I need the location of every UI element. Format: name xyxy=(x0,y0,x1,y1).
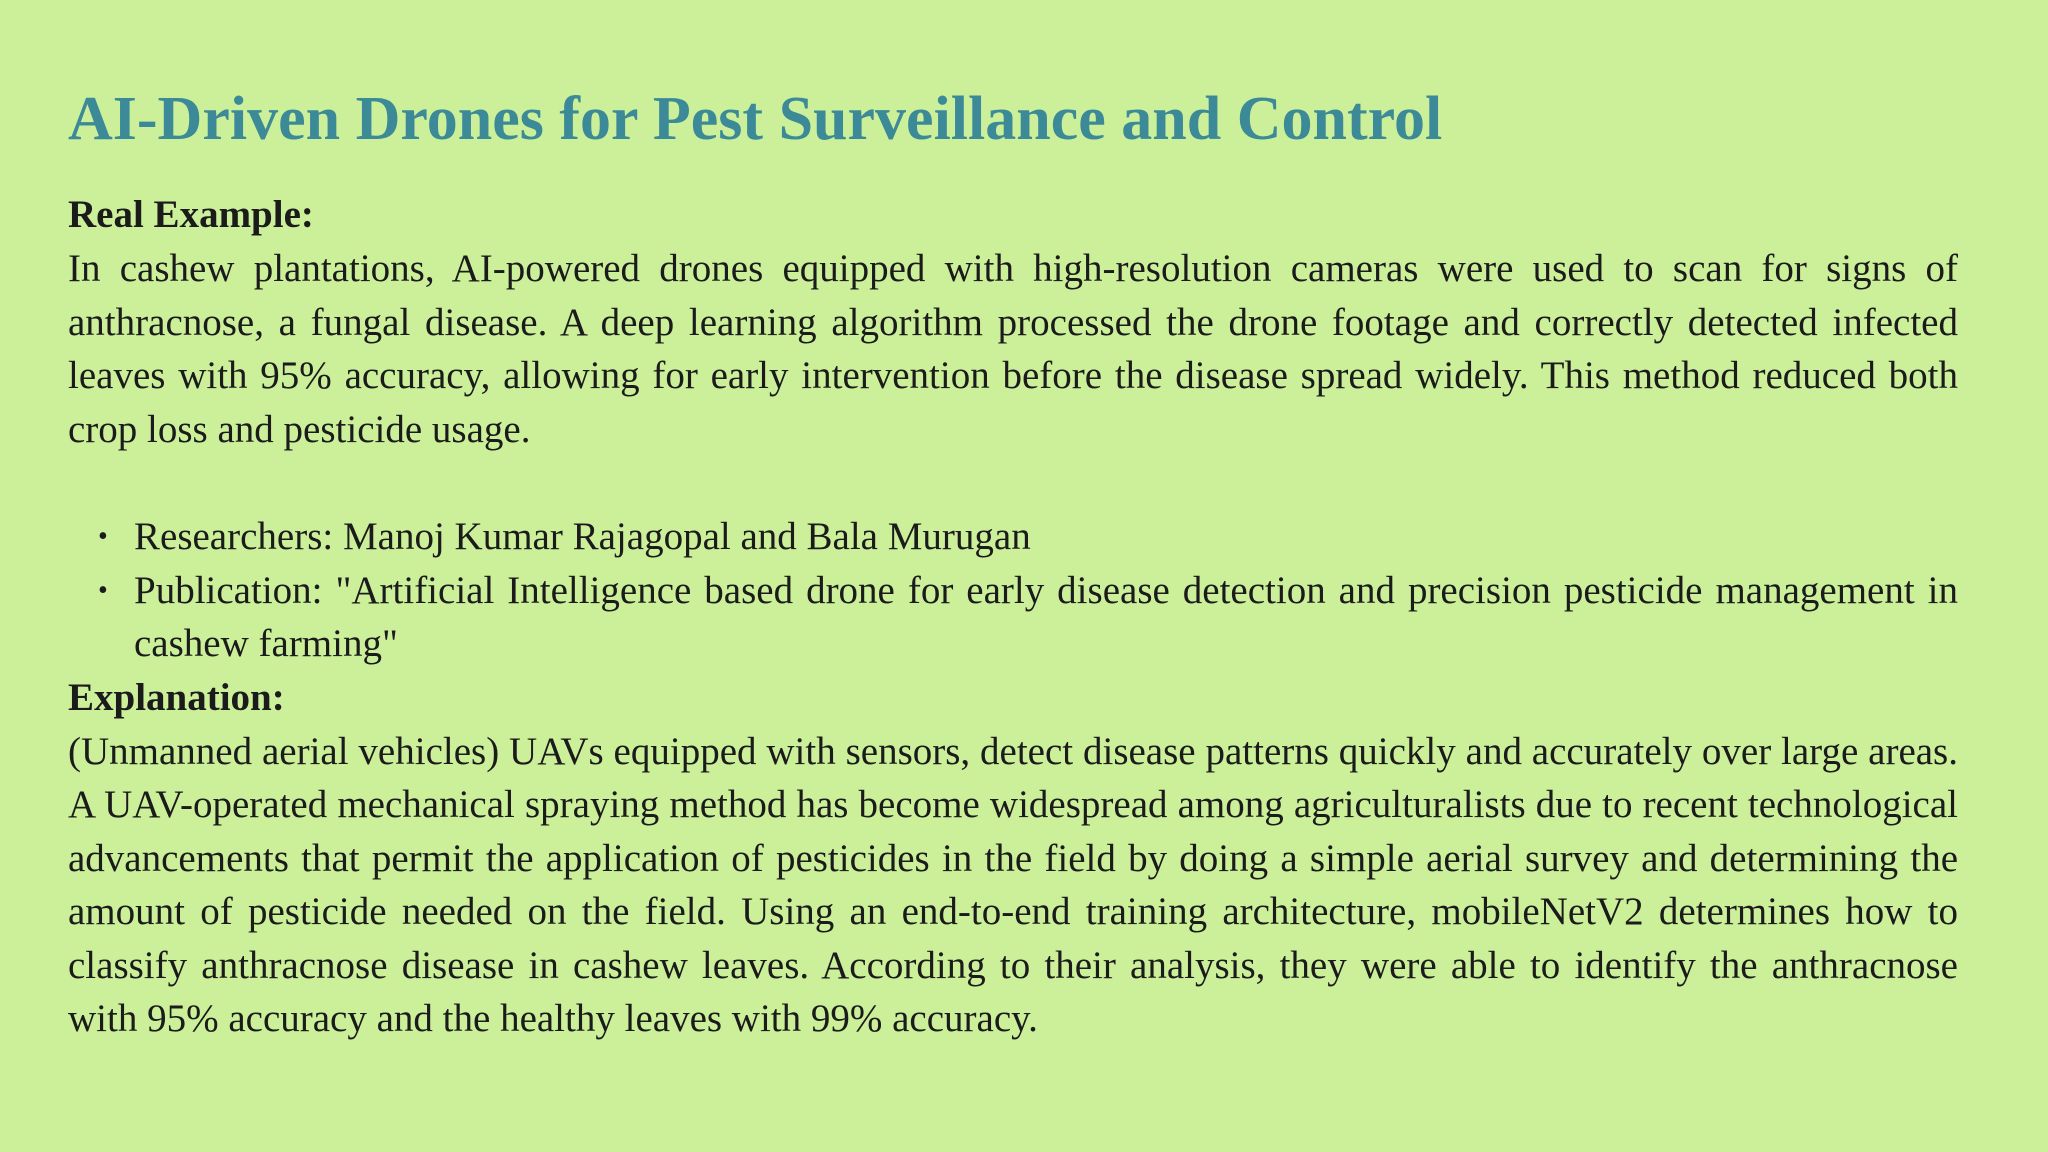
bullet-researchers-text: Researchers: Manoj Kumar Rajagopal and Bala Murugan xyxy=(134,515,1031,558)
bullet-researchers xyxy=(68,510,1958,564)
paragraph-spacer xyxy=(68,456,1958,510)
bullet-publication xyxy=(68,564,1958,671)
slide-title: AI-Driven Drones for Pest Surveillance and Control xyxy=(68,85,1443,153)
bullet-icon: • xyxy=(98,521,108,552)
slide-content xyxy=(68,78,1958,1046)
explanation-paragraph: (Unmanned aerial vehicles) UAVs equipped with sensors, detect disease patterns quickly and accurately over large areas. A UAV-operated mechanical spraying method has become widespread among agriculturalists due to recent technological advancements that permit the application of pesticides in the field by doing a simple aerial survey and determining the amount of pesticide needed on the field. Using an end-to-end training architecture, mobileNetV2 determines how to classify anthracnose disease in cashew leaves. According to their analysis, they were able to identify the anthracnose with 95% accuracy and the healthy leaves with 99% accuracy. xyxy=(68,729,1958,1040)
explanation-heading: Explanation: xyxy=(68,675,285,719)
details-bullet-list xyxy=(68,510,1958,671)
bullet-icon: • xyxy=(98,574,108,606)
bullet-publication-text: Publication: "Artificial Intelligence based drone for early disease detection and precision pesticide management in cashew farming" xyxy=(134,568,1958,665)
real-example-heading: Real Example: xyxy=(68,193,314,236)
real-example-paragraph: In cashew plantations, AI-powered drones equipped with high-resolution cameras were used to scan for signs of anthracnose, a fungal disease. A deep learning algorithm processed the drone footage and correctly detected infected leaves with 95% accuracy, allowing for early intervention before the disease spread widely. This method reduced both crop loss and pesticide usage. xyxy=(68,247,1958,451)
